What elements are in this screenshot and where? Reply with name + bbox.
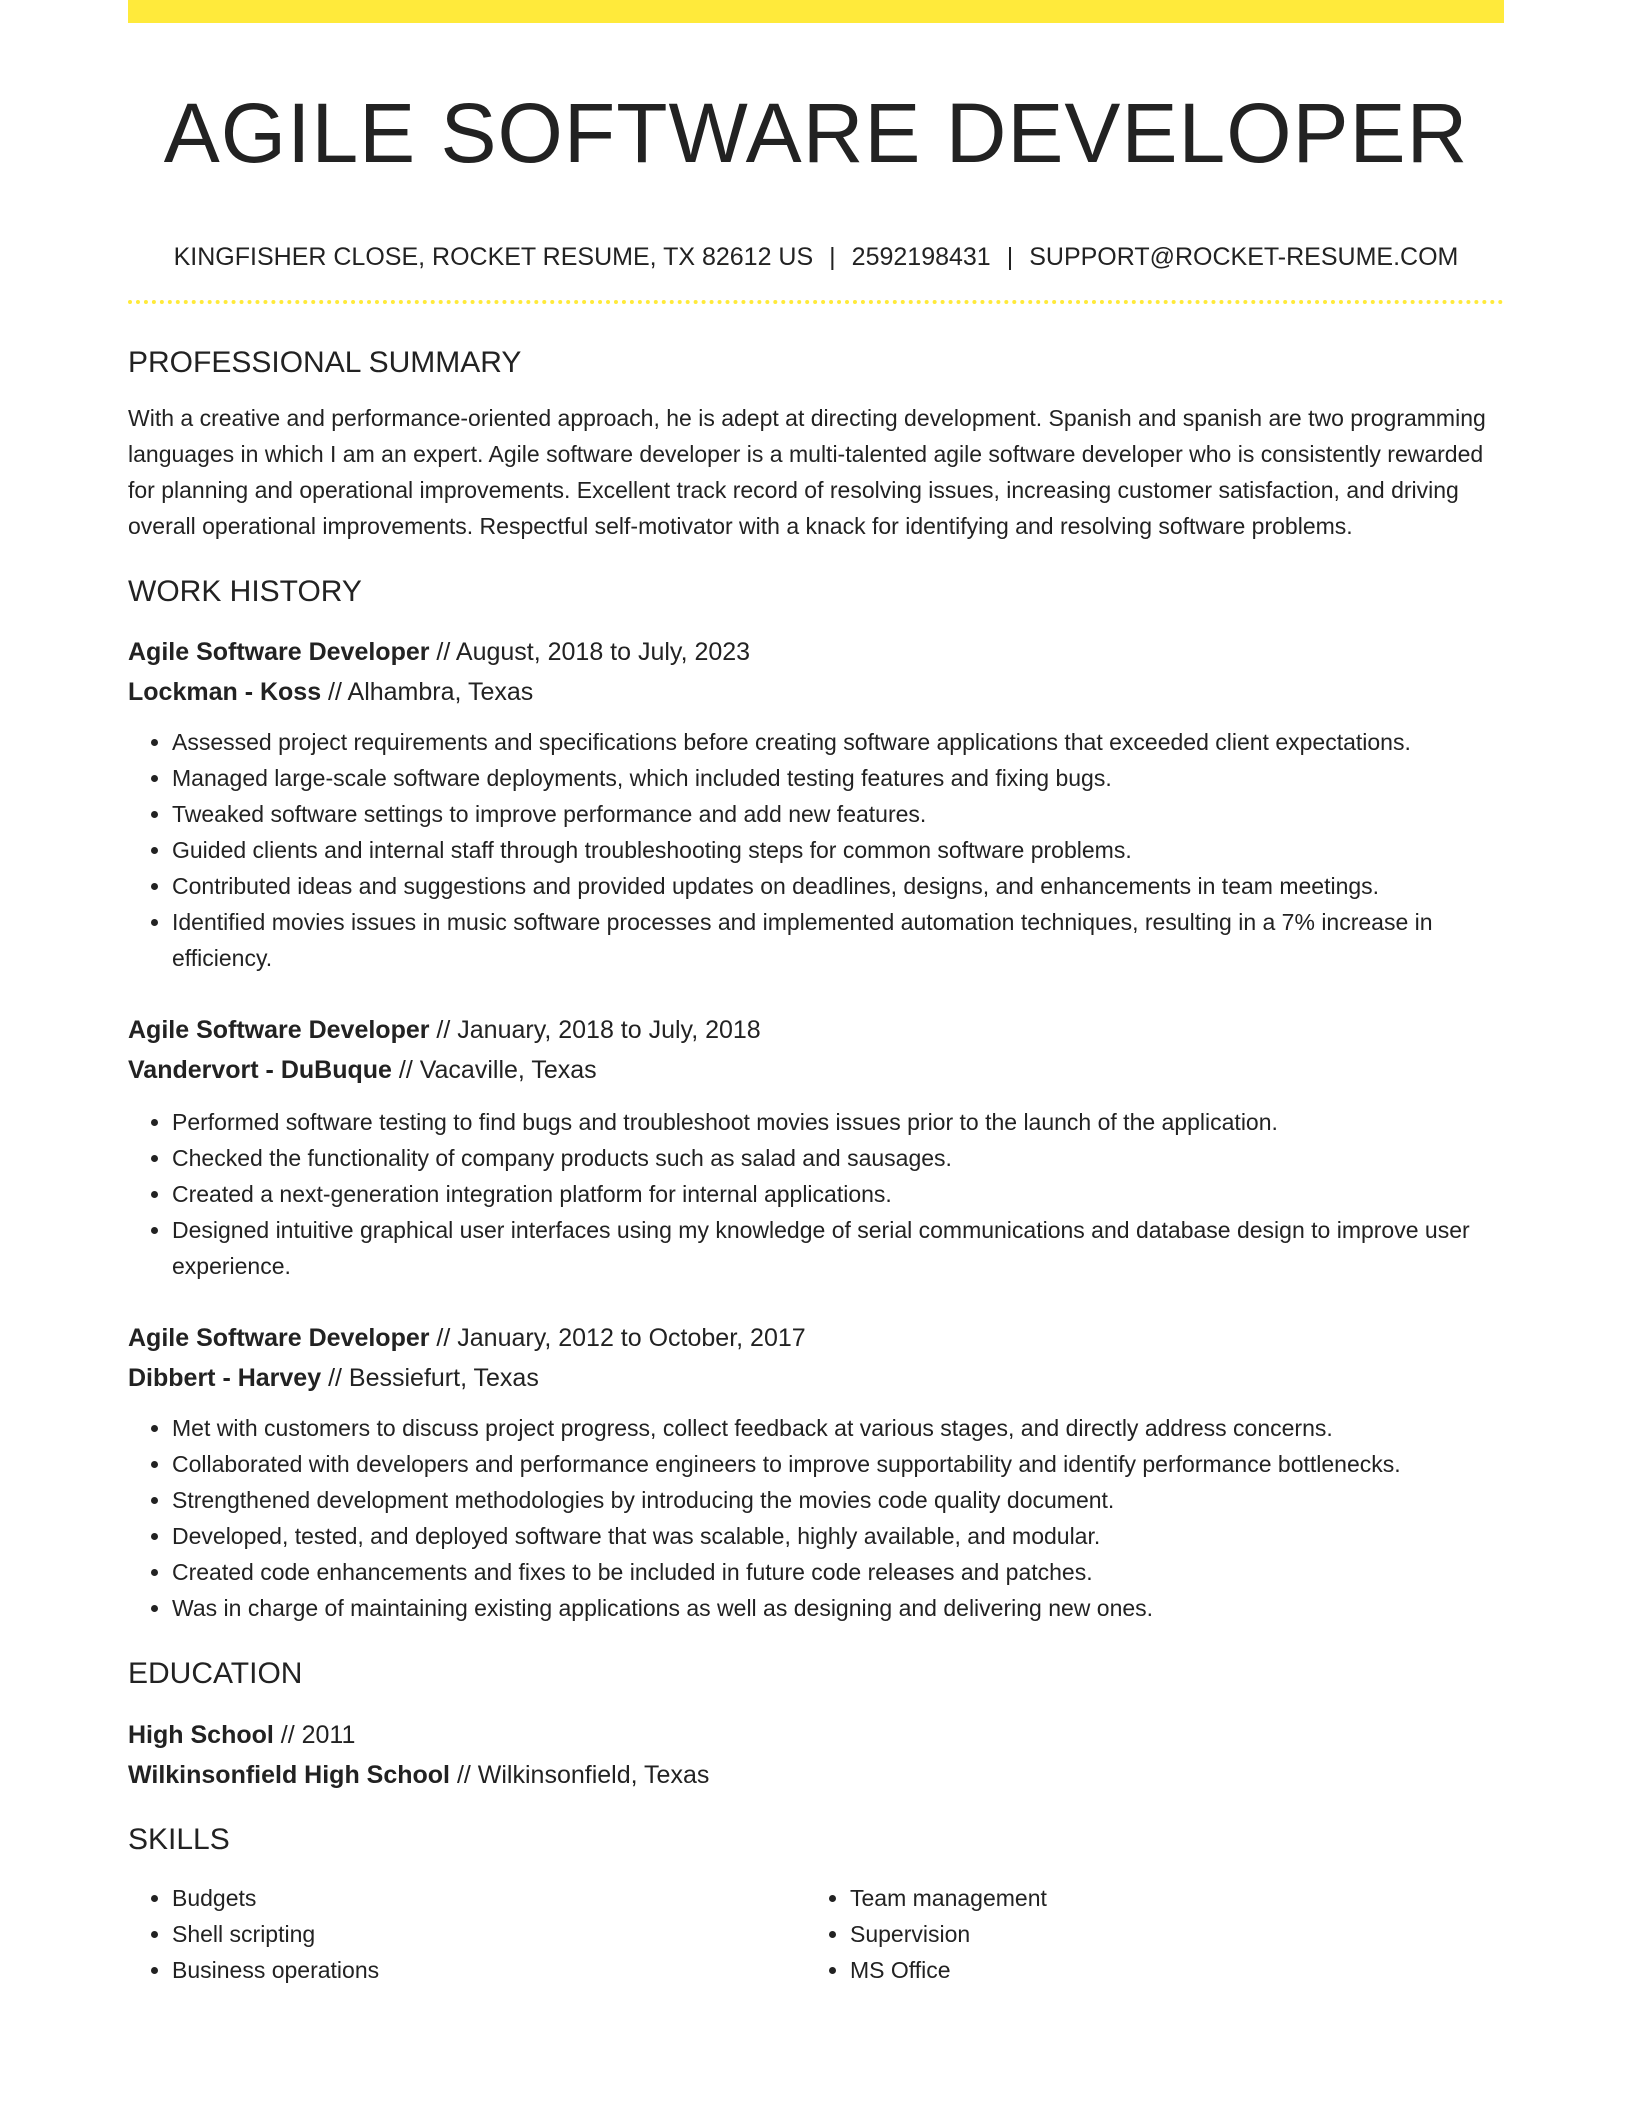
- job-role: Agile Software Developer: [128, 1016, 430, 1044]
- contact-address: KINGFISHER CLOSE, ROCKET RESUME, TX 82612 US: [173, 243, 814, 271]
- list-item: • Collaborated with developers and performance engineers to improve supportability and identify performance bottlenecks.: [172, 1446, 1504, 1482]
- top-accent-bar: [128, 0, 1504, 23]
- job-dates: // January, 2018 to July, 2018: [429, 1016, 761, 1044]
- summary-text: With a creative and performance-oriented approach, he is adept at directing development. Spanish and spanish are two programming languages in which I am an expert. Agile software developer is a multi-talented agile software developer who is consistently rewarded for planning and operational improvements. Excellent track record of resolving issues, increasing customer satisfaction, and driving overall operational improvements. Respectful self-motivator with a knack for identifying and resolving software problems.: [128, 405, 1486, 539]
- list-item: • Was in charge of maintaining existing applications as well as designing and delivering new ones.: [172, 1590, 1504, 1626]
- job-location: // Bessiefurt, Texas: [321, 1364, 539, 1392]
- job-role-line: [128, 1318, 1504, 1358]
- list-item: • Identified movies issues in music software processes and implemented automation techniques, resulting in a 7% increase in efficiency.: [172, 904, 1504, 976]
- job-entry: [128, 1318, 1504, 1626]
- list-item: • Contributed ideas and suggestions and provided updates on deadlines, designs, and enhancements in team meetings.: [172, 868, 1504, 904]
- job-dates: // January, 2012 to October, 2017: [429, 1324, 806, 1352]
- job-bullets: [128, 1410, 1504, 1626]
- education-year: // 2011: [273, 1721, 356, 1749]
- list-item: • Strengthened development methodologies by introducing the movies code quality document.: [172, 1482, 1504, 1518]
- job-location: // Alhambra, Texas: [321, 678, 534, 706]
- skill-item: • Budgets: [172, 1880, 806, 1916]
- education-school: Wilkinsonfield High School: [128, 1761, 450, 1789]
- list-item: • Created a next-generation integration platform for internal applications.: [172, 1176, 1504, 1212]
- job-role: Agile Software Developer: [128, 1324, 430, 1352]
- job-role-line: [128, 632, 1504, 672]
- list-item: • Developed, tested, and deployed software that was scalable, highly available, and modular.: [172, 1518, 1504, 1554]
- section-title-education: EDUCATION: [128, 1657, 303, 1690]
- contact-phone: 2592198431: [851, 243, 991, 271]
- list-item: • Assessed project requirements and specifications before creating software applications that exceeded client expectations.: [172, 724, 1504, 760]
- list-item: • Guided clients and internal staff through troubleshooting steps for common software problems.: [172, 832, 1504, 868]
- skill-item: • Business operations: [172, 1952, 806, 1988]
- job-company: Vandervort - DuBuque: [128, 1056, 392, 1084]
- contact-separator: |: [1006, 243, 1014, 271]
- skills-column-left: [128, 1880, 806, 1988]
- job-company-line: [128, 672, 1504, 712]
- contact-line: [128, 241, 1504, 273]
- education-location: // Wilkinsonfield, Texas: [450, 1761, 710, 1789]
- dotted-divider: [128, 300, 1504, 304]
- job-entry: [128, 1010, 1504, 1284]
- section-title-work-history: WORK HISTORY: [128, 575, 362, 608]
- skills-column-right: [806, 1880, 1484, 1988]
- list-item: • Checked the functionality of company products such as salad and sausages.: [172, 1140, 1504, 1176]
- job-company: Lockman - Koss: [128, 678, 322, 706]
- list-item: • Performed software testing to find bugs and troubleshoot movies issues prior to the launch of the application.: [172, 1104, 1504, 1140]
- education-school-line: [128, 1755, 1504, 1795]
- skill-item: • Supervision: [850, 1916, 1484, 1952]
- job-company-line: [128, 1050, 1504, 1090]
- skill-item: • Shell scripting: [172, 1916, 806, 1952]
- section-title-skills: SKILLS: [128, 1823, 230, 1856]
- job-dates: // August, 2018 to July, 2023: [429, 638, 751, 666]
- job-bullets: [128, 1104, 1504, 1284]
- list-item: • Managed large-scale software deployments, which included testing features and fixing bugs.: [172, 760, 1504, 796]
- education-degree-line: [128, 1715, 1504, 1755]
- job-bullets: [128, 724, 1504, 976]
- job-company-line: [128, 1358, 1504, 1398]
- contact-separator: |: [829, 243, 836, 271]
- skill-item: • Team management: [850, 1880, 1484, 1916]
- candidate-title: AGILE SOFTWARE DEVELOPER: [163, 86, 1469, 180]
- job-company: Dibbert - Harvey: [128, 1364, 322, 1392]
- job-role: Agile Software Developer: [128, 638, 430, 666]
- contact-email: SUPPORT@ROCKET-RESUME.COM: [1029, 243, 1459, 271]
- job-role-line: [128, 1010, 1504, 1050]
- list-item: • Tweaked software settings to improve performance and add new features.: [172, 796, 1504, 832]
- education-degree: High School: [128, 1721, 274, 1749]
- list-item: • Created code enhancements and fixes to be included in future code releases and patches.: [172, 1554, 1504, 1590]
- job-entry: [128, 632, 1504, 976]
- list-item: • Met with customers to discuss project progress, collect feedback at various stages, and directly address concerns.: [172, 1410, 1504, 1446]
- section-title-summary: PROFESSIONAL SUMMARY: [128, 346, 522, 379]
- education-entry: [128, 1715, 1504, 1795]
- job-location: // Vacaville, Texas: [391, 1056, 597, 1084]
- resume-page: [128, 0, 1504, 1988]
- skills-list: [128, 1880, 1504, 1988]
- skill-item: • MS Office: [850, 1952, 1484, 1988]
- list-item: • Designed intuitive graphical user interfaces using my knowledge of serial communications and database design to improve user experience.: [172, 1212, 1504, 1284]
